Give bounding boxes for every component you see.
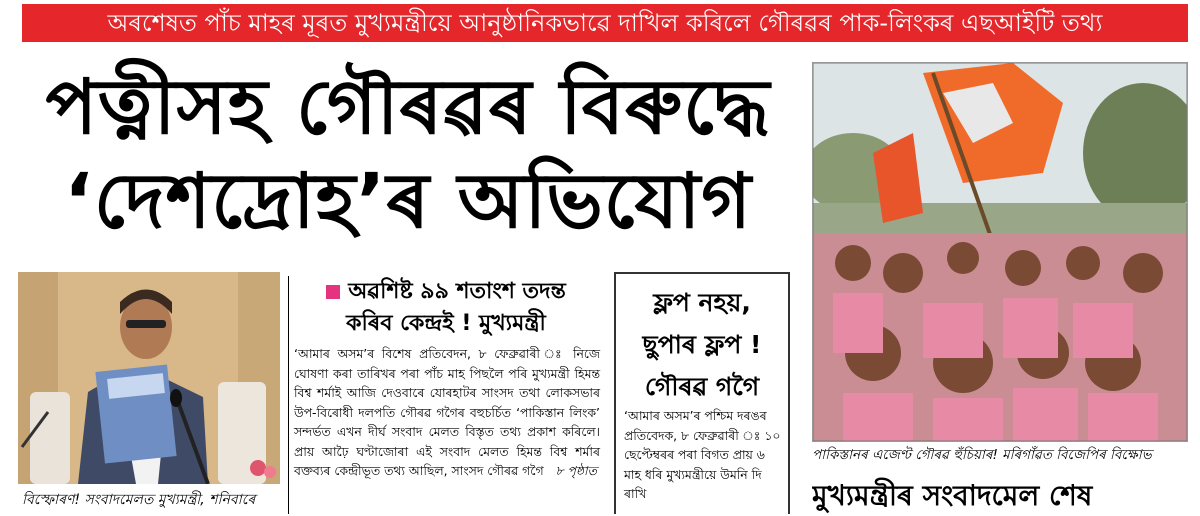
story-body xyxy=(294,344,600,481)
column-divider xyxy=(288,276,289,514)
subhead-line-1: অৱশিষ্ট ৯৯ শতাংশ তদন্ত xyxy=(296,276,596,308)
right-photo-caption: পাকিস্তানৰ এজেণ্ট গৌৰৱ হুঁচিয়াৰ! মৰিগাঁৱত বিজেপিৰ বিক্ষোভ xyxy=(812,447,1152,463)
left-photo-caption: বিস্ফোৰণ! সংবাদমেলত মুখ্যমন্ত্ৰী, শনিবাৰে xyxy=(22,492,256,508)
story-subheadline xyxy=(296,276,596,340)
story-body-text: ‘আমাৰ অসম’ৰ বিশেষ প্ৰতিবেদন, ৮ ফেব্ৰুৱাৰী ঃ নিজে ঘোষণা কৰা তাৰিখৰ পৰা পাঁচ মাহ পিছলৈ পৰি মুখ্যমন্ত্ৰী হিমন্ত বিশ্ব শৰ্মাই আজি দেওবাৰে যোৰহাটৰ সাংসদ তথা লোকসভাৰ উপ-বিৰোধী দলপতি গৌৰৱ গগৈৰ বহুচৰ্চিত ‘পাকিস্তান লিংক’ সন্দৰ্ভত এখন দীৰ্ঘ সংবাদ মেলত বিস্তৃত তথ্য প্ৰকাশ কৰিলে। প্ৰায় আঢ়ৈ ঘণ্টাজোৰা এই সংবাদ মেলত হিমন্ত বিশ্ব শৰ্মাৰ বক্তব্যৰ কেন্দ্ৰীভূত তথ্য আছিল, সাংসদ গৌৰৱ গগৈ xyxy=(294,346,600,478)
story-jump-text: ৮ পৃষ্ঠাত xyxy=(555,463,597,478)
pink-square-bullet-icon xyxy=(326,285,340,299)
bottom-headline: মুখ্যমন্ত্ৰীৰ সংবাদমেল শেষ xyxy=(812,479,1093,512)
box-head-line-2: ছুপাৰ ফ্লপ ! xyxy=(642,330,762,359)
press-conference-illustration xyxy=(18,272,280,484)
main-headline xyxy=(18,60,798,248)
top-banner: অৰশেষত পাঁচ মাহৰ মূৰত মুখ্যমন্ত্ৰীয়ে আনুষ্ঠানিকভাৱে দাখিল কৰিলে গৌৰৱৰ পাক-লিংকৰ এছআইটি তথ্য xyxy=(22,4,1188,42)
rally-illustration xyxy=(813,63,1187,441)
box-head-line-3: গৌৰৱ গগৈ xyxy=(644,372,760,401)
box-head-line-1: ফ্লপ নহয়, xyxy=(653,288,751,317)
boxed-story-headline xyxy=(618,282,786,408)
headline-line-2: ‘দেশদ্ৰোহ’ৰ অভিযোগ xyxy=(63,156,753,245)
subhead-line-2: কৰিব কেন্দ্ৰই ! মুখ্যমন্ত্ৰী xyxy=(346,311,546,336)
press-conference-photo xyxy=(18,272,280,484)
boxed-story-body: ‘আমাৰ অসম’ৰ পশ্চিম দৰঙৰ প্ৰতিবেদক, ৮ ফেব্ৰুৱাৰী ঃ ১০ ছেপ্টেম্বৰৰ পৰা বিগত প্ৰায় ৬ মাহ ধৰি মুখ্যমন্ত্ৰীয়ে উমনি দি ৰাখি xyxy=(624,408,781,501)
rally-photo xyxy=(812,62,1188,442)
headline-line-1: পত্নীসহ গৌৰৱৰ বিৰুদ্ধে xyxy=(45,62,771,151)
